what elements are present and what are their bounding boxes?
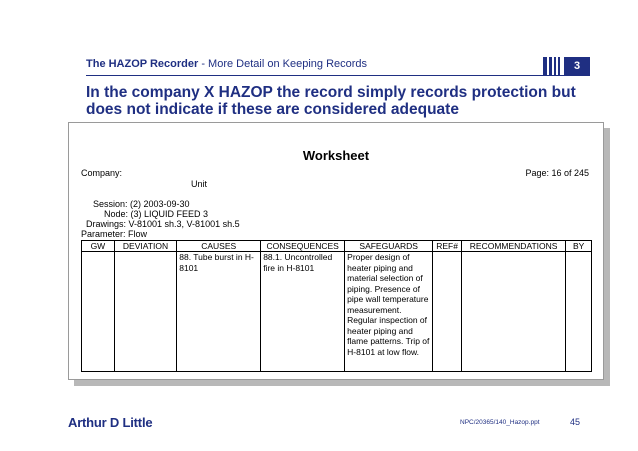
table-row	[82, 252, 592, 372]
footer-reference: NPC/20365/140_Hazop.ppt	[460, 419, 540, 426]
header-title-bold: The HAZOP Recorder	[86, 58, 199, 70]
column-header-ref: REF#	[433, 241, 462, 252]
cell-causes: 88. Tube burst in H-8101	[177, 252, 261, 372]
cell-by	[566, 252, 592, 372]
cell-gw	[82, 252, 115, 372]
parameter-info: Parameter: Flow	[81, 229, 148, 239]
cell-deviation	[114, 252, 176, 372]
drawings-info: Drawings: V-81001 sh.3, V-81001 sh.5	[86, 219, 240, 229]
worksheet-title: Worksheet	[302, 148, 370, 163]
column-header-gw: GW	[82, 241, 115, 252]
slide-headline: In the company X HAZOP the record simply records protection but does not indicate if these are considered adequate	[86, 84, 576, 118]
section-number-badge: 3	[564, 57, 590, 75]
cell-consequences: 88.1. Uncontrolled fire in H-8101	[261, 252, 345, 372]
header-title-subtitle: - More Detail on Keeping Records	[198, 58, 368, 70]
decorative-bars	[543, 57, 560, 75]
column-header-by: BY	[566, 241, 592, 252]
node-info: Node: (3) LIQUID FEED 3	[104, 209, 209, 219]
column-header-deviation: DEVIATION	[114, 241, 176, 252]
footer-page-number: 45	[570, 417, 581, 427]
column-header-consequences: CONSEQUENCES	[261, 241, 345, 252]
cell-ref	[433, 252, 462, 372]
header-title	[86, 58, 367, 70]
cell-recommendations	[461, 252, 565, 372]
column-header-safeguards: SAFEGUARDS	[345, 241, 433, 252]
company-logo: Arthur D Little	[68, 415, 153, 430]
slide-header	[86, 57, 590, 76]
table-header-row	[82, 241, 592, 252]
worksheet-image	[68, 122, 604, 380]
worksheet-table	[81, 240, 592, 372]
column-header-recommendations: RECOMMENDATIONS	[461, 241, 565, 252]
page-label: Page: 16 of 245	[525, 168, 589, 178]
unit-label: Unit	[191, 179, 208, 189]
company-label: Company:	[81, 168, 123, 178]
cell-safeguards: Proper design of heater piping and material selection of piping. Presence of pipe wall temperature measurement. Regular inspection of heater piping and flame patterns. Trip of H-8101 at low flow.	[345, 252, 433, 372]
column-header-causes: CAUSES	[177, 241, 261, 252]
session-info: Session: (2) 2003-09-30	[93, 199, 190, 209]
